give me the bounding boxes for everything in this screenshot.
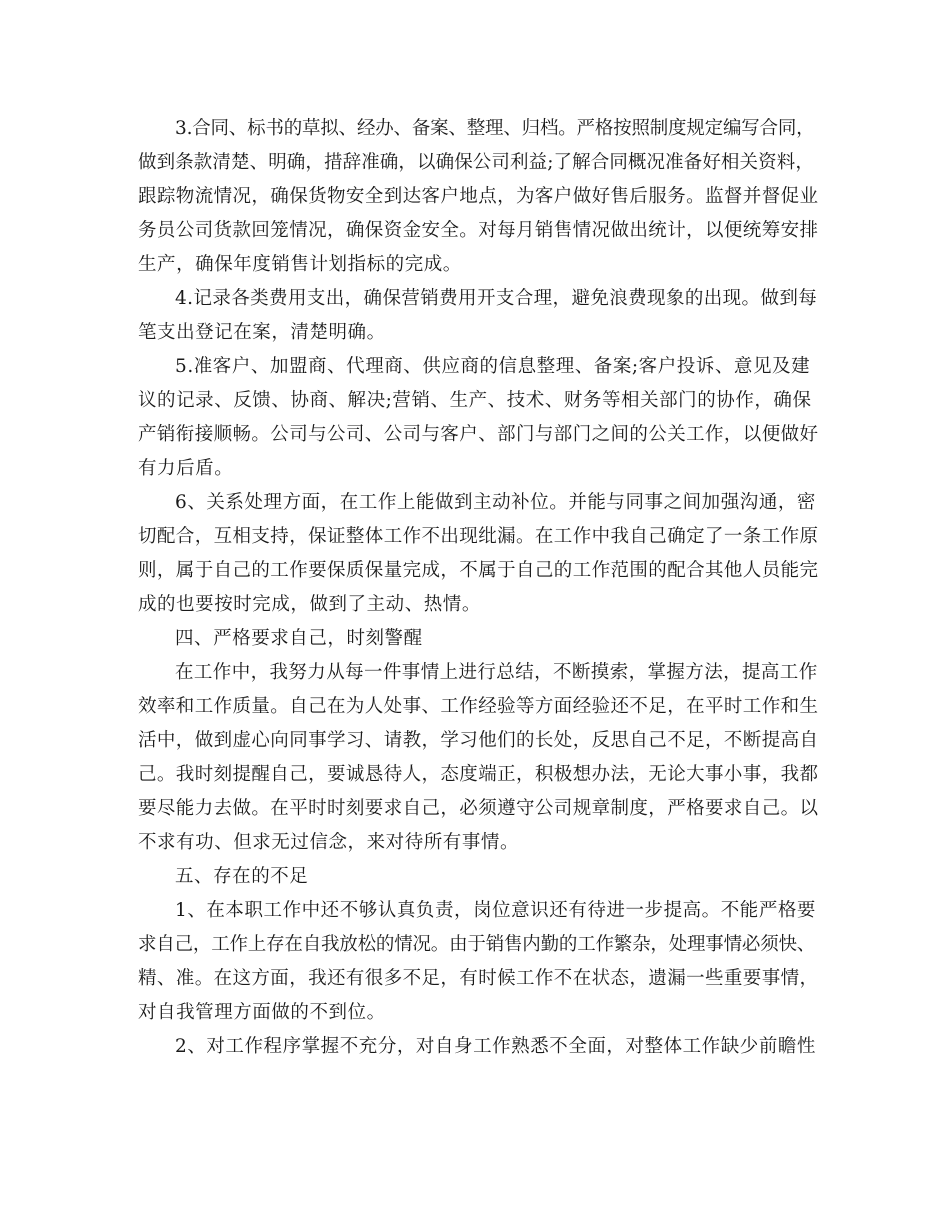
text-line: 己。我时刻提醒自己，要诚恳待人，态度端正，积极想办法，无论大事小事，我都 — [138, 764, 819, 785]
text-line: 1、在本职工作中还不够认真负责，岗位意识还有待进一步提高。不能严格要 — [175, 900, 816, 921]
text-line: 3.合同、标书的草拟、经办、备案、整理、归档。严格按照制度规定编写合同， — [175, 118, 815, 139]
text-line: 要尽能力去做。在平时时刻要求自己，必须遵守公司规章制度，严格要求自己。以 — [138, 798, 819, 819]
text-line: 议的记录、反馈、协商、解决;营销、生产、技术、财务等相关部门的协作，确保 — [138, 390, 812, 411]
text-line: 产销衔接顺畅。公司与公司、公司与客户、部门与部门之间的公关工作，以便做好 — [138, 424, 819, 445]
text-line: 切配合，互相支持，保证整体工作不出现纰漏。在工作中我自己确定了一条工作原 — [138, 526, 819, 547]
text-line: 跟踪物流情况，确保货物安全到达客户地点，为客户做好售后服务。监督并督促业 — [138, 186, 819, 207]
text-line: 笔支出登记在案，清楚明确。 — [138, 322, 386, 343]
text-line: 精、准。在这方面，我还有很多不足，有时候工作不在状态，遗漏一些重要事情， — [138, 968, 819, 989]
text-line: 务员公司货款回笼情况，确保资金安全。对每月销售情况做出统计，以便统筹安排 — [138, 220, 819, 241]
text-line: 5.准客户、加盟商、代理商、供应商的信息整理、备案;客户投诉、意见及建 — [175, 356, 811, 377]
text-line: 有力后盾。 — [138, 458, 234, 479]
text-line: 不求有功、但求无过信念，来对待所有事情。 — [138, 832, 520, 853]
section-heading: 五、存在的不足 — [175, 866, 309, 887]
text-line: 6、关系处理方面，在工作上能做到主动补位。并能与同事之间加强沟通，密 — [175, 492, 816, 513]
text-line: 2、对工作程序掌握不充分，对自身工作熟悉不全面，对整体工作缺少前瞻性 — [175, 1036, 816, 1057]
text-line: 4.记录各类费用支出，确保营销费用开支合理，避免浪费现象的出现。做到每 — [175, 288, 818, 309]
text-line: 生产，确保年度销售计划指标的完成。 — [138, 254, 462, 275]
text-line: 做到条款清楚、明确，措辞准确，以确保公司利益;了解合同概况准备好相关资料， — [138, 152, 814, 173]
text-line: 活中，做到虚心向同事学习、请教，学习他们的长处，反思自己不足，不断提高自 — [138, 730, 819, 751]
text-line: 求自己，工作上存在自我放松的情况。由于销售内勤的工作繁杂，处理事情必须快、 — [138, 934, 816, 955]
text-line: 对自我管理方面做的不到位。 — [138, 1002, 386, 1023]
section-heading: 四、严格要求自己，时刻警醒 — [175, 628, 423, 649]
text-line: 在工作中，我努力从每一件事情上进行总结，不断摸索，掌握方法，提高工作 — [175, 662, 818, 683]
text-line: 则，属于自己的工作要保质保量完成，不属于自己的工作范围的配合其他人员能完 — [138, 560, 819, 581]
text-line: 成的也要按时完成，做到了主动、热情。 — [138, 594, 481, 615]
text-line: 效率和工作质量。自己在为人处事、工作经验等方面经验还不足，在平时工作和生 — [138, 696, 819, 717]
